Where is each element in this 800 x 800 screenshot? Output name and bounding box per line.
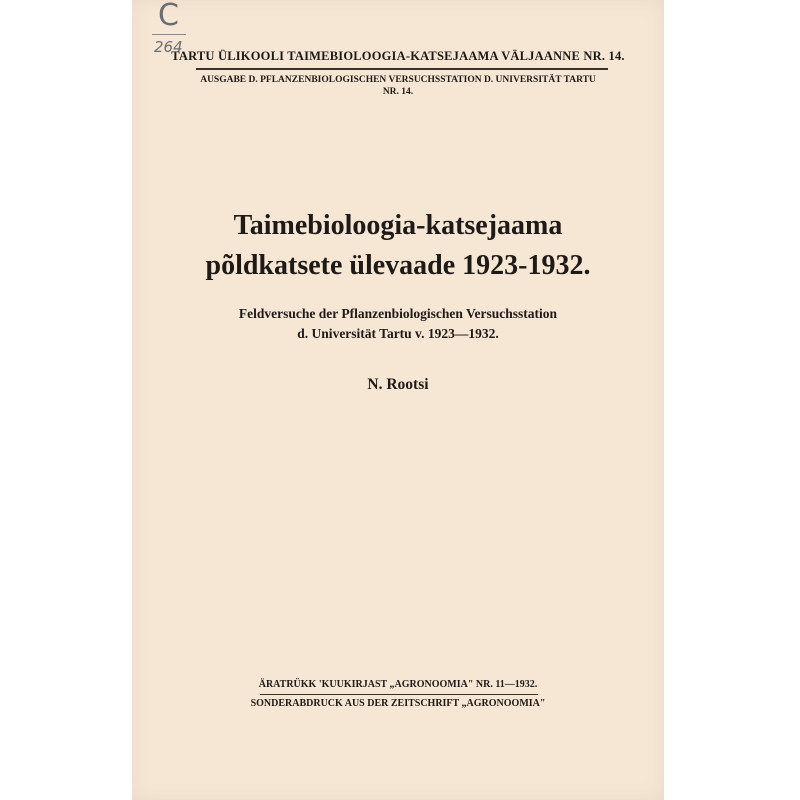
document-page — [132, 0, 664, 800]
series-title-german — [132, 74, 664, 98]
series-title-german-line1: AUSGABE D. PFLANZENBIOLOGISCHEN VERSUCHSSTATION D. UNIVERSITÄT TARTU — [200, 75, 596, 85]
handwritten-underline — [152, 34, 186, 35]
main-title — [132, 206, 664, 286]
main-title-line2: põldkatsete ülevaade 1923-1932. — [205, 250, 591, 281]
footer-rule — [260, 694, 538, 695]
offprint-note-estonian: ÄRATRÜKK 'KUUKIRJAST „AGRONOOMIA" NR. 11—1932. — [258, 679, 538, 690]
main-title-line1: Taimebioloogia-katsejaama — [233, 210, 563, 241]
german-subtitle — [132, 304, 664, 344]
handwritten-letter: C — [158, 0, 179, 33]
series-title-german-line2: NR. 14. — [382, 87, 414, 97]
german-subtitle-line2: d. Universität Tartu v. 1923—1932. — [297, 326, 499, 341]
header-rule — [196, 68, 608, 70]
series-title-estonian: TARTU ÜLIKOOLI TAIMEBIOLOOGIA-KATSEJAAMA VÄLJAANNE NR. 14. — [171, 49, 625, 63]
offprint-note-german: SONDERABDRUCK AUS DER ZEITSCHRIFT „AGRONOOMIA" — [250, 698, 546, 709]
author-name: N. Rootsi — [367, 376, 429, 393]
german-subtitle-line1: Feldversuche der Pflanzenbiologischen Versuchsstation — [238, 306, 558, 321]
handwritten-number: 264 — [154, 38, 183, 56]
